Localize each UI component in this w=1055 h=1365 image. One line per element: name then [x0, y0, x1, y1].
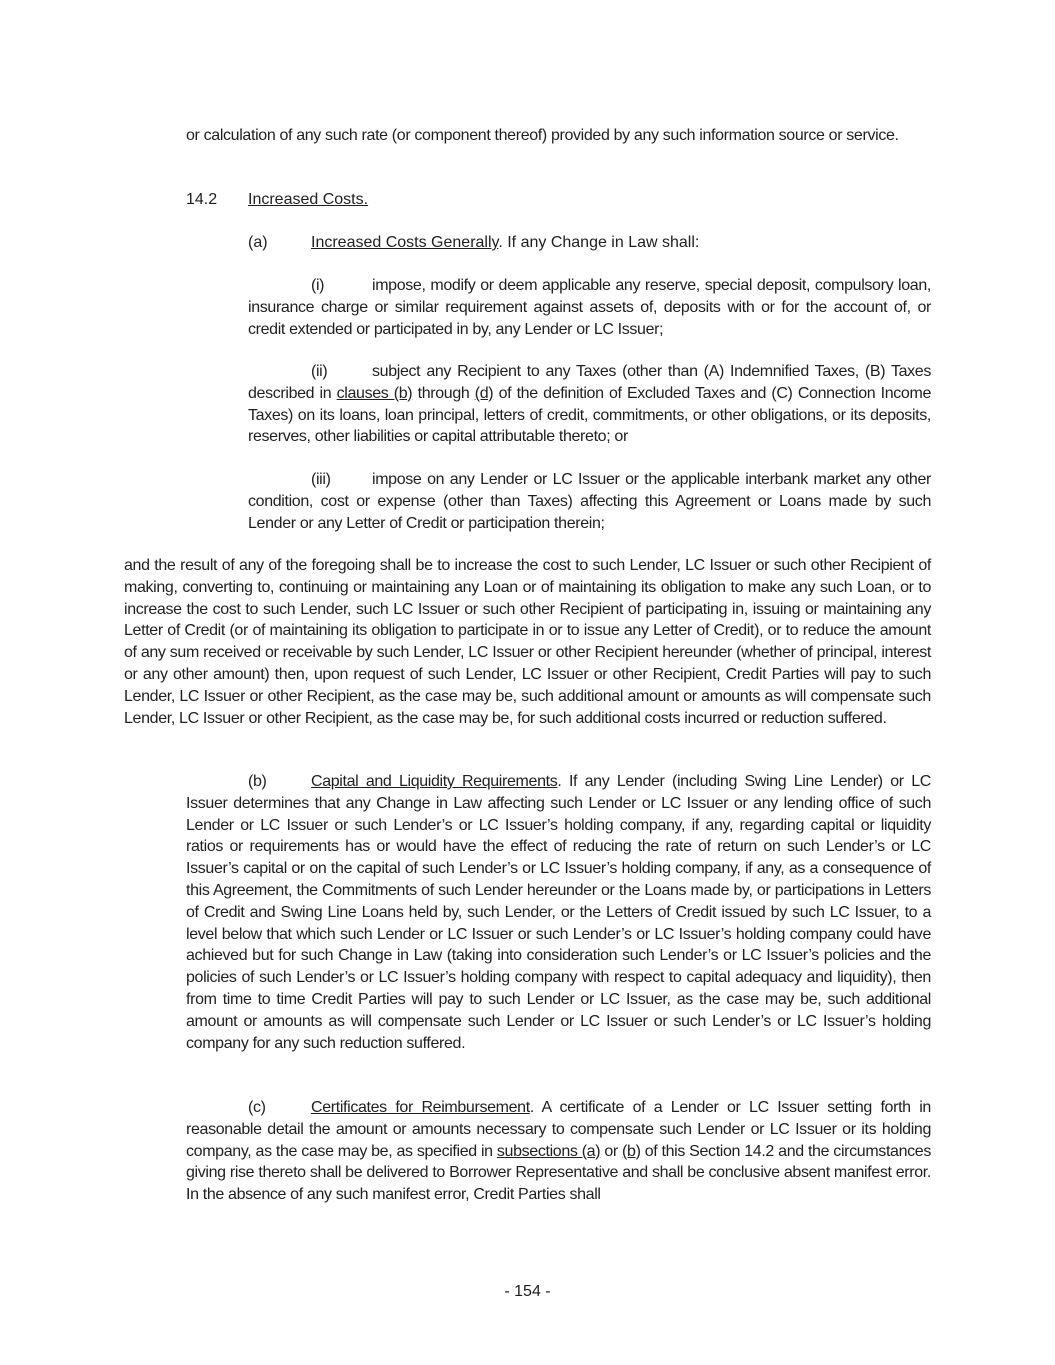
- clause-ii-text-1: subject any Recipient to any Taxes (other than (A) Indemnified Taxes, (B) Taxes described in: [248, 363, 931, 402]
- clause-b: [186, 771, 931, 1054]
- clause-c: [186, 1097, 931, 1206]
- section-number: 14.2: [186, 191, 218, 208]
- clause-ii: [248, 361, 931, 448]
- clause-c-heading: Certificates for Reimbursement: [311, 1099, 530, 1116]
- clauses-b-reference: clauses (b): [336, 384, 413, 402]
- clause-i-label: (i): [311, 277, 325, 294]
- result-paragraph: [124, 555, 931, 729]
- section-heading: [186, 189, 931, 211]
- clause-d-reference: (d): [474, 384, 494, 402]
- clause-ii-label: (ii): [311, 363, 328, 380]
- clause-c-text-1: . A certificate of a Lender or LC Issuer setting forth in reasonable detail the amount or amounts necessary to compensate such Lender or LC Issuer or its holding company, as the case may be, as specified in: [186, 1099, 931, 1160]
- clause-c-label: (c): [248, 1099, 266, 1116]
- page-number: - 154 -: [504, 1283, 551, 1300]
- clause-iii-label: (iii): [311, 471, 331, 488]
- clause-a-text: . If any Change in Law shall:: [498, 234, 700, 251]
- clause-b-text: . If any Lender (including Swing Line Lender) or LC Issuer determines that any Change in Law affecting such Lender or LC Issuer or any lending office of such Lender or LC Issuer or such Lender’s or LC Issuer’s holding company, if any, regarding capital or liquidity ratios or requirements has or would have the effect of reducing the rate of return on such Lender’s or LC Issuer’s capital or on the capital of such Lender’s or LC Issuer’s holding company, if any, as a consequence of this Agreement, the Commitments of such Lender hereunder or the Loans made by, or participations in Letters of Credit and Swing Line Loans held by, such Lender, or the Letters of Credit issued by such LC Issuer, to a level below that which such Lender or LC Issuer or such Lender’s or LC Issuer’s holding company could have achieved but for such Change in Law (taking into consideration such Lender’s or LC Issuer’s policies and the policies of such Lender’s or LC Issuer’s holding company with respect to capital adequacy and liquidity), then from time to time Credit Parties will pay to such Lender or LC Issuer, as the case may be, such additional amount or amounts as will compensate such Lender or LC Issuer or such Lender’s or LC Issuer’s holding company for any such reduction suffered.: [186, 773, 931, 1052]
- clause-c-text-2: or: [600, 1142, 623, 1160]
- clause-a-heading: Increased Costs Generally: [311, 234, 499, 251]
- clause-i: [248, 275, 931, 340]
- clause-iii-text: impose on any Lender or LC Issuer or the applicable interbank market any other condition, cost or expense (other than Taxes) affecting this Agreement or Loans made by such Lender or any Letter of Credit or participation therein;: [248, 471, 931, 532]
- clause-iii: [248, 469, 931, 534]
- clause-c-text-3: of this Section 14.2 and the circumstances giving rise thereto shall be delivered to Borrower Representative and shall be conclusive absent manifest error. In the absence of any such manifest error, Credit Parties shall: [186, 1142, 931, 1204]
- clause-a: [248, 232, 931, 254]
- result-text: and the result of any of the foregoing shall be to increase the cost to such Lender, LC Issuer or such other Recipient of making, converting to, continuing or maintaining any Loan or of maintaining its obligation to make any such Loan, or to increase the cost to such Lender, such LC Issuer or such other Recipient of participating in, issuing or maintaining any Letter of Credit (or of maintaining its obligation to participate in or to issue any Letter of Credit), or to reduce the amount of any sum received or receivable by such Lender, LC Issuer or other Recipient hereunder (whether of principal, interest or any other amount) then, upon request of such Lender, LC Issuer or other Recipient, Credit Parties will pay to such Lender, LC Issuer or other Recipient, as the case may be, such additional amount or amounts as will compensate such Lender, LC Issuer or other Recipient, as the case may be, for such additional costs incurred or reduction suffered.: [124, 557, 931, 727]
- section-title: Increased Costs.: [248, 191, 369, 208]
- clause-ii-text-2: through: [412, 384, 475, 402]
- clause-i-text: impose, modify or deem applicable any reserve, special deposit, compulsory loan, insurance charge or similar requirement against assets of, deposits with or for the account of, or credit extended or participated in by, any Lender or LC Issuer;: [248, 277, 931, 338]
- subsection-a-reference: subsections (a): [496, 1142, 601, 1160]
- clause-a-label: (a): [248, 234, 268, 251]
- intro-paragraph: or calculation of any such rate (or component thereof) provided by any such information source or service.: [186, 127, 899, 144]
- subsection-b-reference: (b): [622, 1142, 641, 1160]
- clause-ii-text-3: of the definition of Excluded Taxes and (C) Connection Income Taxes) on its loans, loan principal, letters of credit, commitments, or other obligations, or its deposits, reserves, other liabilities or capital attributable thereto; or: [248, 384, 931, 446]
- clause-b-label: (b): [248, 773, 267, 790]
- clause-b-heading: Capital and Liquidity Requirements: [311, 773, 558, 790]
